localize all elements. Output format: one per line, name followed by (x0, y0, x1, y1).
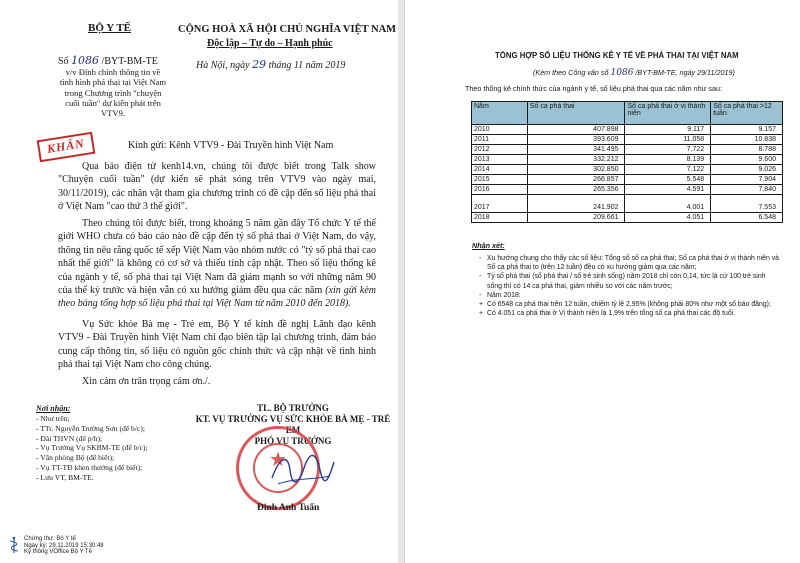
annex-intro: Theo thống kê chính thức của ngành y tế, số liệu phá thai qua các năm như sau: (465, 84, 722, 93)
table-cell-total: 266.857 (527, 175, 625, 185)
letter-paragraph-1: Qua báo điện tử kenh14.vn, chúng tôi được biết trong Talk show "Chuyện cuối tuần" (dự kiến sẽ phát sóng trên VTV9 vào ngày mai, 30/11/2019), các nhân vật tham gia chương trình có đề cập đến số liệu phá thai ở Việt Nam "cao thứ 3 thế giới". (58, 161, 376, 213)
signer-line-1: TL. BỘ TRƯỞNG (257, 403, 329, 413)
table-cell-total: 265.356 (527, 185, 625, 195)
place-date-suffix: tháng 11 năm 2019 (268, 60, 346, 71)
place-and-date (196, 58, 345, 71)
digital-signature-line: Chứng thư: Bộ Y tế (24, 536, 76, 542)
seal-star-icon: ★ (269, 449, 287, 471)
remarks-title: Nhận xét: (472, 241, 505, 250)
letter-closing: Xin cảm ơn trân trọng cảm ơn./. (82, 376, 211, 387)
table-cell-over-12-weeks: 9.600 (711, 155, 783, 165)
annex-subtitle (533, 68, 735, 78)
recipient-item: - Vụ TT-TĐ khen thưởng (để biết); (36, 462, 143, 472)
official-letter-page (0, 0, 398, 563)
document-number-prefix: Số (58, 56, 69, 67)
table-row (472, 165, 783, 175)
table-row (472, 125, 783, 135)
table-cell-over-12-weeks: 9.026 (711, 165, 783, 175)
column-header: Năm (472, 102, 528, 125)
remark-item: - Xu hướng chung cho thấy các số liệu: Tổng số số ca phá thai; Số ca phá thai ở vị thành niên và Số ca phá thai to (trên 12 tuần) đều có xu hướng giảm qua các năm; (479, 254, 779, 272)
abortion-statistics-table (471, 101, 783, 223)
table-cell-adolescent: 4.001 (625, 195, 711, 213)
table-cell-year: 2013 (472, 155, 528, 165)
handwritten-day: 29 (252, 58, 267, 71)
table-cell-year: 2014 (472, 165, 528, 175)
column-header: Số ca phá thai (527, 102, 625, 125)
remark-item: - Tỷ số phá thai (số phá thai / số trẻ sinh sống) năm 2018 chỉ còn 0,14, tức là cứ 100 trẻ sinh sống thì có 14 ca phá thai, giảm nhiều so với các năm trước; (479, 272, 779, 290)
table-row (472, 195, 783, 213)
letter-greeting: Kính gửi: Kênh VTV9 - Đài Truyền hình Việt Nam (128, 140, 334, 151)
table-cell-year: 2015 (472, 175, 528, 185)
table-cell-year: 2017 (472, 195, 528, 213)
caduceus-icon (8, 536, 20, 554)
handwritten-signature (268, 448, 338, 492)
document-number-handwritten: 1086 (71, 54, 100, 67)
column-header: Số ca phá thai >12 tuần (711, 102, 783, 125)
table-cell-over-12-weeks: 7.904 (711, 175, 783, 185)
table-cell-over-12-weeks: 6.548 (711, 213, 783, 223)
table-cell-year: 2016 (472, 185, 528, 195)
table-cell-year: 2011 (472, 135, 528, 145)
signer-line-3: PHÓ VỤ TRƯỞNG (254, 436, 332, 446)
letter-paragraph-2-note: (xin gửi kèm theo bảng tổng hợp số liệu phá thai tại Việt Nam từ năm 2010 đến 2018). (58, 285, 376, 310)
table-cell-total: 302.850 (527, 165, 625, 175)
table-cell-total: 332.212 (527, 155, 625, 165)
table-cell-adolescent: 7.722 (625, 145, 711, 155)
table-cell-adolescent: 8.139 (625, 155, 711, 165)
table-cell-adolescent: 7.122 (625, 165, 711, 175)
annex-subtitle-prefix: (Kèm theo Công văn số (533, 68, 609, 77)
table-cell-over-12-weeks: 7.840 (711, 185, 783, 195)
recipient-item: - Vụ Trưởng Vụ SKBM-TE (để b/c); (36, 443, 148, 453)
recipient-item: - Đài THVN (để p/h); (36, 433, 103, 443)
table-cell-over-12-weeks: 8.788 (711, 145, 783, 155)
document-number (58, 54, 158, 67)
table-cell-year: 2012 (472, 145, 528, 155)
table-cell-adolescent: 11.058 (625, 135, 711, 145)
table-cell-adolescent: 4.051 (625, 213, 711, 223)
digital-signature-info (24, 536, 144, 556)
recipient-item: - Văn phòng Bộ (để biết); (36, 453, 115, 463)
table-cell-over-12-weeks: 10.838 (711, 135, 783, 145)
recipient-item: - TTr. Nguyễn Trường Sơn (để b/c); (36, 423, 145, 433)
table-cell-year: 2010 (472, 125, 528, 135)
statistics-annex-page (404, 0, 800, 563)
table-row (472, 155, 783, 165)
remark-item: - Năm 2018: (479, 291, 779, 300)
table-cell-total: 209.661 (527, 213, 625, 223)
signer-line-2: KT. VỤ TRƯỞNG VỤ SỨC KHỎE BÀ MẸ - TRẺ EM (195, 414, 391, 435)
letter-paragraph-2 (58, 217, 376, 311)
table-row (472, 185, 783, 195)
table-cell-adolescent: 9.117 (625, 125, 711, 135)
table-row (472, 175, 783, 185)
remark-subitem: + Có 6548 ca phá thai trên 12 tuần, chiếm tỷ lệ 2,95% (không phải 80% như một số báo đăng); (479, 300, 779, 309)
letter-paragraph-2-text: Theo chúng tôi được biết, trong khoảng 5 năm gần đây Tổ chức Y tế thế giới WHO chưa có báo cáo nào đề cập đến tỷ số phá thai ở Việt Nam, do vậy, thông tin nêu rằng quốc tế xếp Việt Nam vào nhóm nước có "tỷ số phá thai cao nhất thế giới" là không có cơ sở và thiếu tính cập nhật. Theo số liệu thống kê của ngành y tế, số phá thai tại Việt Nam đã giảm mạnh so với những năm 90 của thế kỷ trước và hiện vẫn có xu hướng giảm đều qua các năm (58, 218, 376, 297)
table-cell-year: 2018 (472, 213, 528, 223)
annex-title: TỔNG HỢP SỐ LIỆU THỐNG KÊ Y TẾ VỀ PHÁ THAI TẠI VIỆT NAM (495, 51, 739, 60)
remarks-list (479, 254, 779, 318)
table-row (472, 213, 783, 223)
recipient-item: - Lưu VT, BM-TE. (36, 472, 94, 482)
recipient-item: - Như trên; (36, 414, 70, 423)
digital-signature-line: Ký thông VOffice Bộ Y Tế (24, 549, 92, 556)
column-header: Số ca phá thai ở vị thành niên (625, 102, 711, 125)
table-cell-over-12-weeks: 7.553 (711, 195, 783, 213)
table-row (472, 135, 783, 145)
table-row (472, 145, 783, 155)
table-cell-total: 393.609 (527, 135, 625, 145)
remark-subitem: + Có 4.051 ca phá thai ở Vị thành niên là 1,9% trên tổng số ca phá thai các độ tuổi. (479, 309, 779, 318)
annex-subtitle-suffix: /BYT-BM-TE, ngày 29/11/2019) (635, 68, 735, 77)
letter-subject: v/v Đính chính thông tin về tình hình phá thai tại Việt Nam trong Chương trình "chuyện cuối tuần" dự kiến phát trên VTV9. (59, 67, 167, 119)
national-title: CỘNG HOÀ XÃ HỘI CHỦ NGHĨA VIỆT NAM (178, 24, 397, 35)
table-cell-total: 341.495 (527, 145, 625, 155)
recipients-title: Nơi nhận: (36, 404, 71, 413)
table-cell-adolescent: 4.591 (625, 185, 711, 195)
issuing-ministry: BỘ Y TẾ (88, 22, 131, 34)
place-date-prefix: Hà Nội, ngày (196, 60, 250, 71)
letter-paragraph-3: Vụ Sức khỏe Bà mẹ - Trẻ em, Bộ Y tế kính đề nghị Lãnh đạo kênh VTV9 - Đài Truyền hình Việt Nam chỉ đạo biên tập lại chương trình, đảm bảo cung cấp thông tin, số liệu có nguồn gốc chính thức và cập nhật về tình hình phá thai tại Việt Nam cho công chúng. (58, 319, 376, 371)
table-cell-total: 407.898 (527, 125, 625, 135)
table-cell-total: 241.902 (527, 195, 625, 213)
signer-name: Đinh Anh Tuấn (257, 503, 320, 513)
recipients-list (36, 414, 186, 483)
digital-signature-line: Ngày ký: 29.11.2019 15:30:48 (24, 542, 104, 549)
table-cell-adolescent: 5.548 (625, 175, 711, 185)
document-number-suffix: /BYT-BM-TE (101, 56, 158, 67)
table-header-row (472, 102, 783, 125)
table-cell-over-12-weeks: 9.157 (711, 125, 783, 135)
annex-subtitle-handwritten: 1086 (610, 68, 634, 78)
national-motto: Độc lập – Tự do – Hạnh phúc (207, 38, 333, 49)
urgent-stamp: KHẨN (37, 132, 96, 162)
